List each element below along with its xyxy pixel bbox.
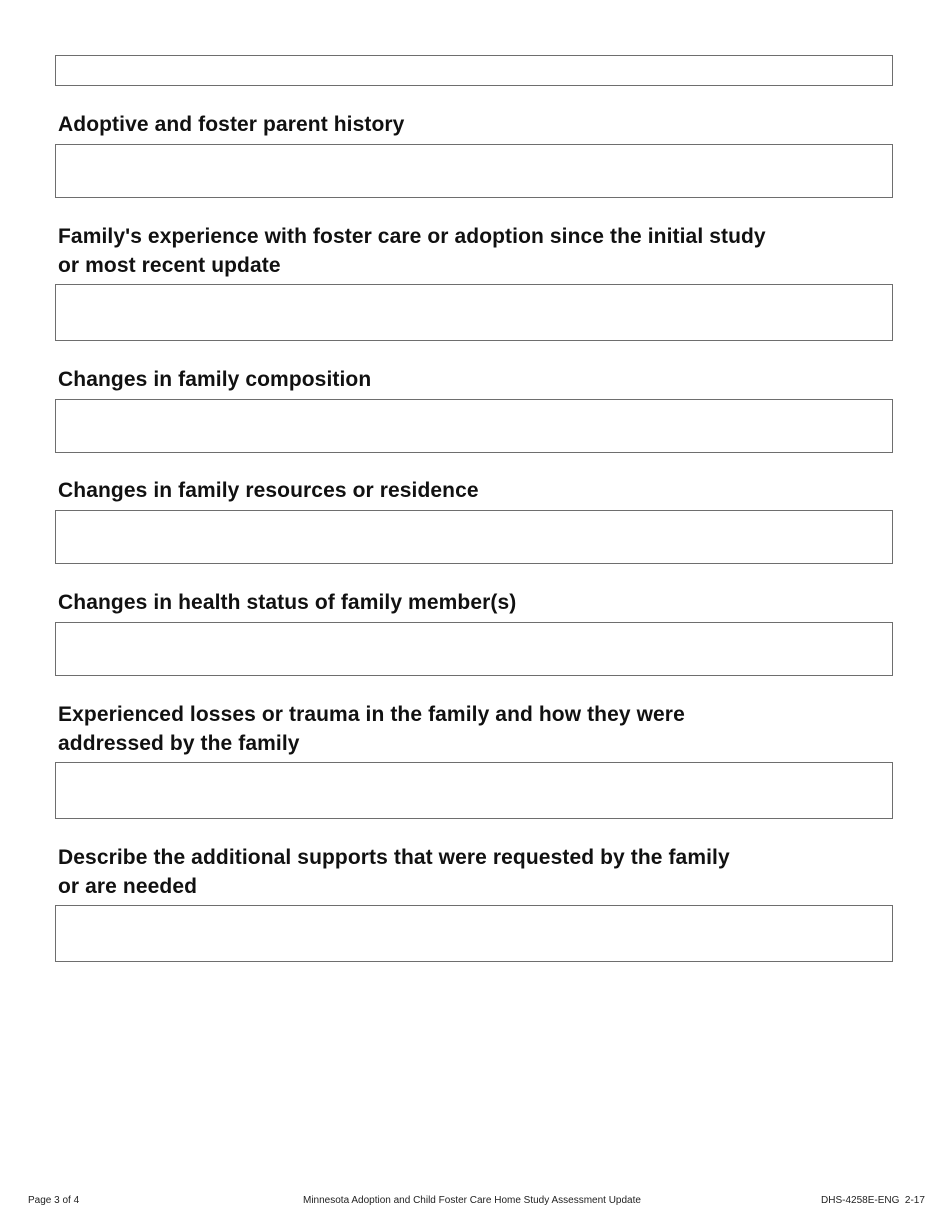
footer-form-id: DHS-4258E-ENG 2-17 — [821, 1195, 925, 1206]
previous-section-text-field[interactable] — [55, 55, 893, 86]
losses-text-field[interactable] — [55, 762, 893, 819]
health-text-field[interactable] — [55, 622, 893, 676]
composition-label: Changes in family composition — [58, 368, 372, 391]
resources-label: Changes in family resources or residence — [58, 479, 479, 502]
composition-text-field[interactable] — [55, 399, 893, 453]
supports-text-field[interactable] — [55, 905, 893, 962]
resources-text-field[interactable] — [55, 510, 893, 564]
family-experience-text-field[interactable] — [55, 284, 893, 341]
supports-label: Describe the additional supports that were requested by the family or are needed — [58, 846, 730, 898]
footer-page-number: Page 3 of 4 — [28, 1195, 80, 1206]
health-label: Changes in health status of family member(s) — [58, 591, 517, 614]
adoptive-history-label: Adoptive and foster parent history — [58, 113, 405, 136]
footer-form-title: Minnesota Adoption and Child Foster Care Home Study Assessment Update — [303, 1195, 641, 1206]
adoptive-history-text-field[interactable] — [55, 144, 893, 198]
family-experience-label: Family's experience with foster care or adoption since the initial study or most recent update — [58, 225, 766, 277]
losses-label: Experienced losses or trauma in the family and how they were addressed by the family — [58, 703, 685, 755]
